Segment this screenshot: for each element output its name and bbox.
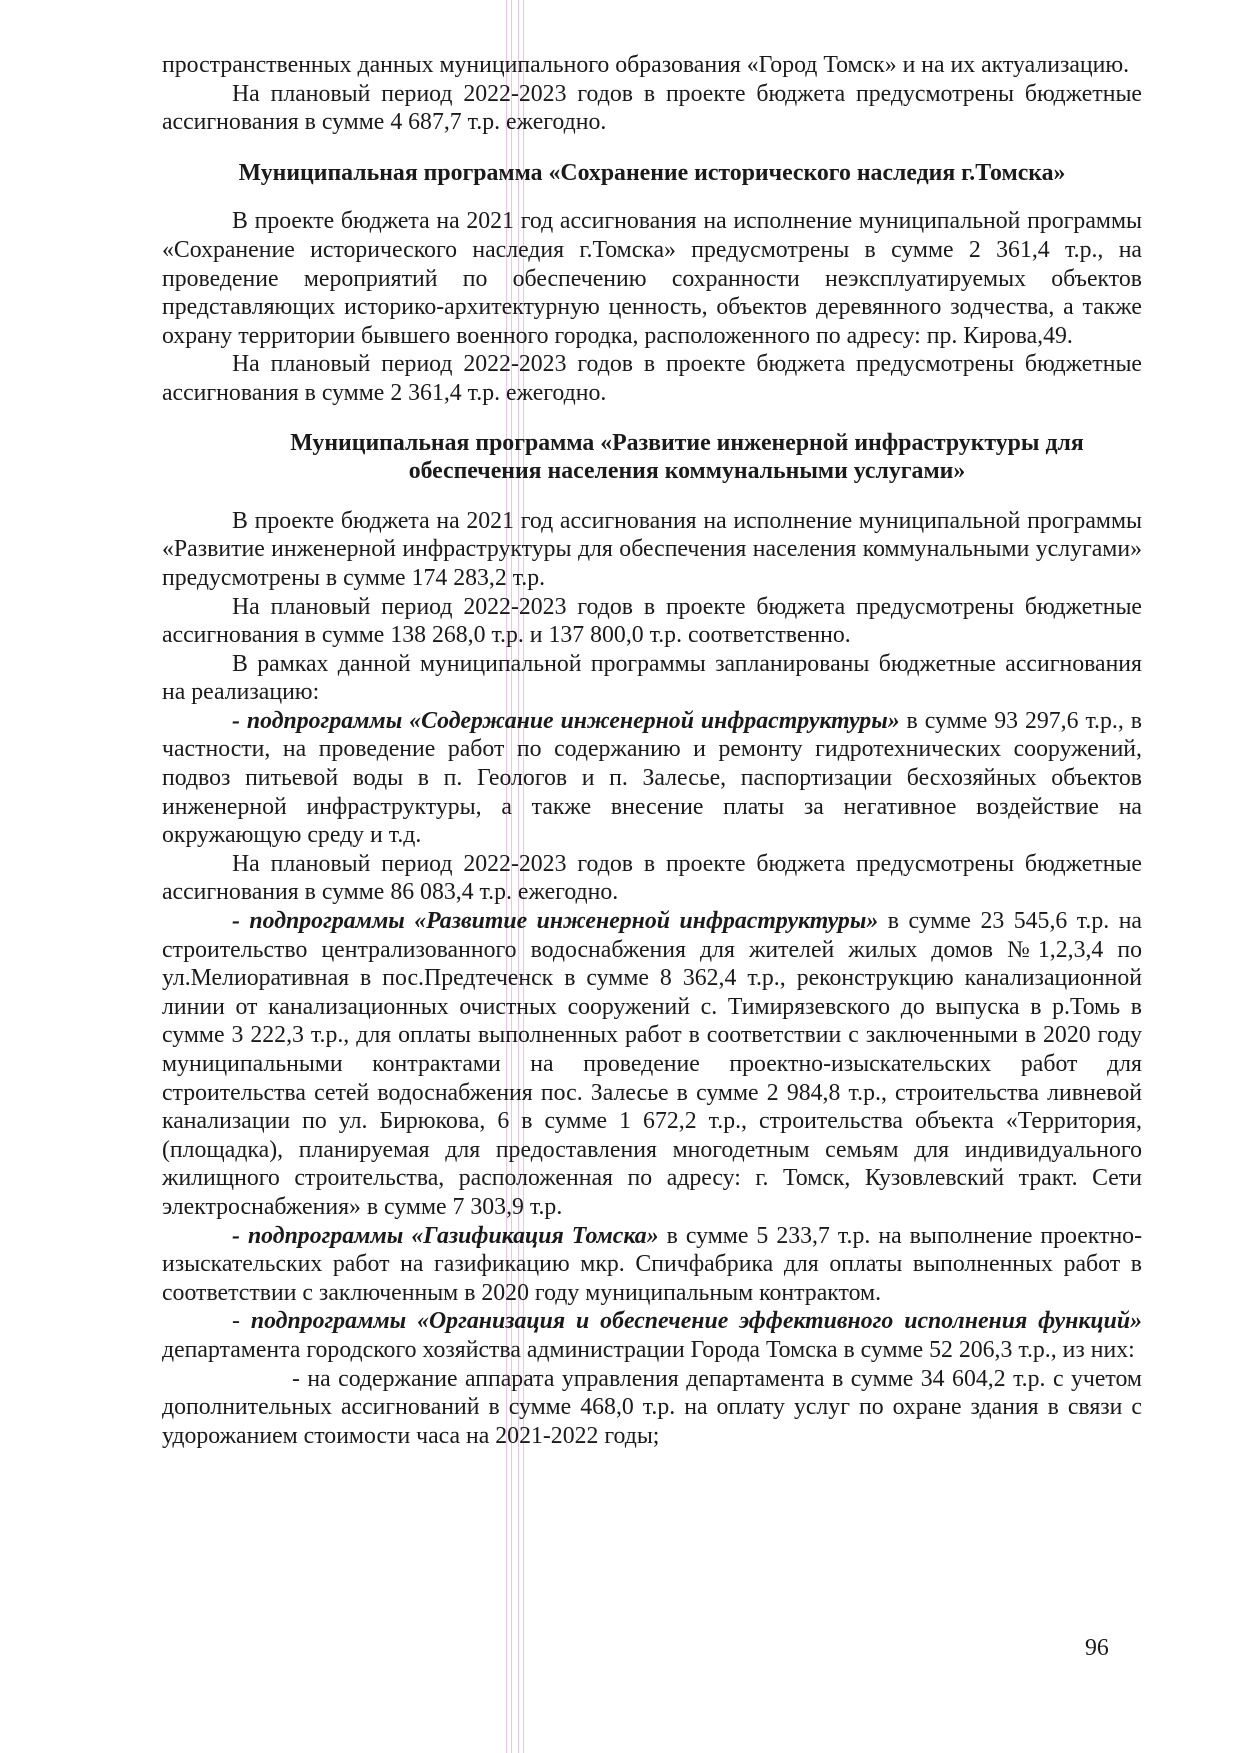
page-number: 96	[1085, 1635, 1109, 1661]
infrastructure-heading-line-2: обеспечения населения коммунальными услугами»	[408, 458, 966, 485]
infrastructure-paragraph-1: В проекте бюджета на 2021 год ассигнования на исполнение муниципальной программы «Развитие инженерной инфраструктуры для обеспечения населения коммунальными услугами» предусмотрены в сумме 174 283,2 т.р.	[162, 507, 1142, 591]
infrastructure-paragraph-3: В рамках данной муниципальной программы запланированы бюджетные ассигнования на реализацию:	[162, 650, 1142, 706]
subprogram-organization-item: - на содержание аппарата управления департамента в сумме 34 604,2 т.р. с учетом дополнительных ассигнований в сумме 468,0 т.р. на оплату услуг по охране здания в связи с удорожанием стоимости часа на 2021-2022 годы;	[162, 1365, 1142, 1449]
subprogram-development-text: в сумме 23 545,6 т.р. на строительство централизованного водоснабжения для жителей жилых домов №1,2,3,4 по ул.Мелиоративная в пос.Предтеченск в сумме 8 362,4 т.р., реконструкцию канализационной линии от канализационных очистных сооружений с. Тимирязевского до выпуска в р.Томь в сумме 3 222,3 т.р., для оплаты выполненных работ в соответствии с заключенными в 2020 году муниципальными контрактами на проведение проектно-изыскательских работ для строительства сетей водоснабжения пос. Залесье в сумме 2 984,8 т.р., строительства ливневой канализации по ул. Бирюкова, 6 в сумме 1 672,2 т.р., строительства объекта «Территория, (площадка), планируемая для предоставления многодетным семьям для индивидуального жилищного строительства, расположенная по адресу: г. Томск, Кузовлевский тракт. Сети электроснабжения» в сумме 7 303,9 т.р.	[162, 908, 1142, 1220]
subprogram-organization-text: департамента городского хозяйства администрации Города Томска в сумме 52 206,3 т.р., из них:	[162, 1336, 1135, 1363]
subprogram-gasification-title: - подпрограммы «Газификация Томска»	[232, 1222, 659, 1249]
intro-continuation: пространственных данных муниципального образования «Город Томск» и на их актуализацию.	[162, 52, 1130, 78]
subprogram-maintenance	[162, 707, 1142, 850]
subprogram-organization	[162, 1307, 1142, 1364]
subprogram-organization-title: подпрограммы «Организация и обеспечение эффективного исполнения функций»	[250, 1308, 1143, 1335]
infrastructure-paragraph-2: На плановый период 2022-2023 годов в проекте бюджета предусмотрены бюджетные ассигнования в сумме 138 268,0 т.р. и 137 800,0 т.р. соответственно.	[162, 593, 1142, 649]
subprogram-gasification	[162, 1222, 1142, 1308]
subprogram-maintenance-title: - подпрограммы «Содержание инженерной инфраструктуры»	[232, 707, 900, 734]
infrastructure-heading-line-1: Муниципальная программа «Развитие инженерной инфраструктуры для	[290, 429, 1084, 456]
page-content	[162, 51, 1142, 1450]
subprogram-maintenance-text: в сумме 93 297,6 т.р., в частности, на проведение работ по содержанию и ремонту гидротехнических сооружений, подвоз питьевой воды в п. Геологов и п. Залесье, паспортизации бесхозяйных объектов инженерной инфраструктуры, а также внесение платы за негативное воздействие на окружающую среду и т.д.	[162, 707, 1142, 849]
heritage-program-heading: Муниципальная программа «Сохранение исторического наследия г.Томска»	[238, 159, 1066, 186]
heritage-paragraph-1: В проекте бюджета на 2021 год ассигнования на исполнение муниципальной программы «Сохранение исторического наследия г.Томска» предусмотрены в сумме 2 361,4 т.р., на проведение мероприятий по обеспечению сохранности неэксплуатируемых объектов представляющих историко-архитектурную ценность, объектов деревянного зодчества, а также охрану территории бывшего военного городка, расположенного по адресу: пр. Кирова,49.	[162, 208, 1142, 349]
intro-planned-paragraph: На плановый период 2022-2023 годов в проекте бюджета предусмотрены бюджетные ассигнования в сумме 4 687,7 т.р. ежегодно.	[162, 80, 1142, 136]
heritage-paragraph-2: На плановый период 2022-2023 годов в проекте бюджета предусмотрены бюджетные ассигнования в сумме 2 361,4 т.р. ежегодно.	[162, 351, 1142, 406]
subprogram-development-title: - подпрограммы «Развитие инженерной инфраструктуры»	[232, 908, 879, 935]
subprogram-maintenance-planned: На плановый период 2022-2023 годов в проекте бюджета предусмотрены бюджетные ассигнования в сумме 86 083,4 т.р. ежегодно.	[162, 850, 1142, 906]
subprogram-gasification-text: в сумме 5 233,7 т.р. на выполнение проектно-изыскательских работ на газификацию мкр. Спичфабрика для оплаты выполненных работ в соответствии с заключенным в 2020 году муниципальным контрактом.	[162, 1222, 1143, 1306]
subprogram-development	[162, 907, 1142, 1222]
subprogram-organization-lead: -	[232, 1308, 251, 1335]
infrastructure-program-heading	[162, 429, 1142, 486]
